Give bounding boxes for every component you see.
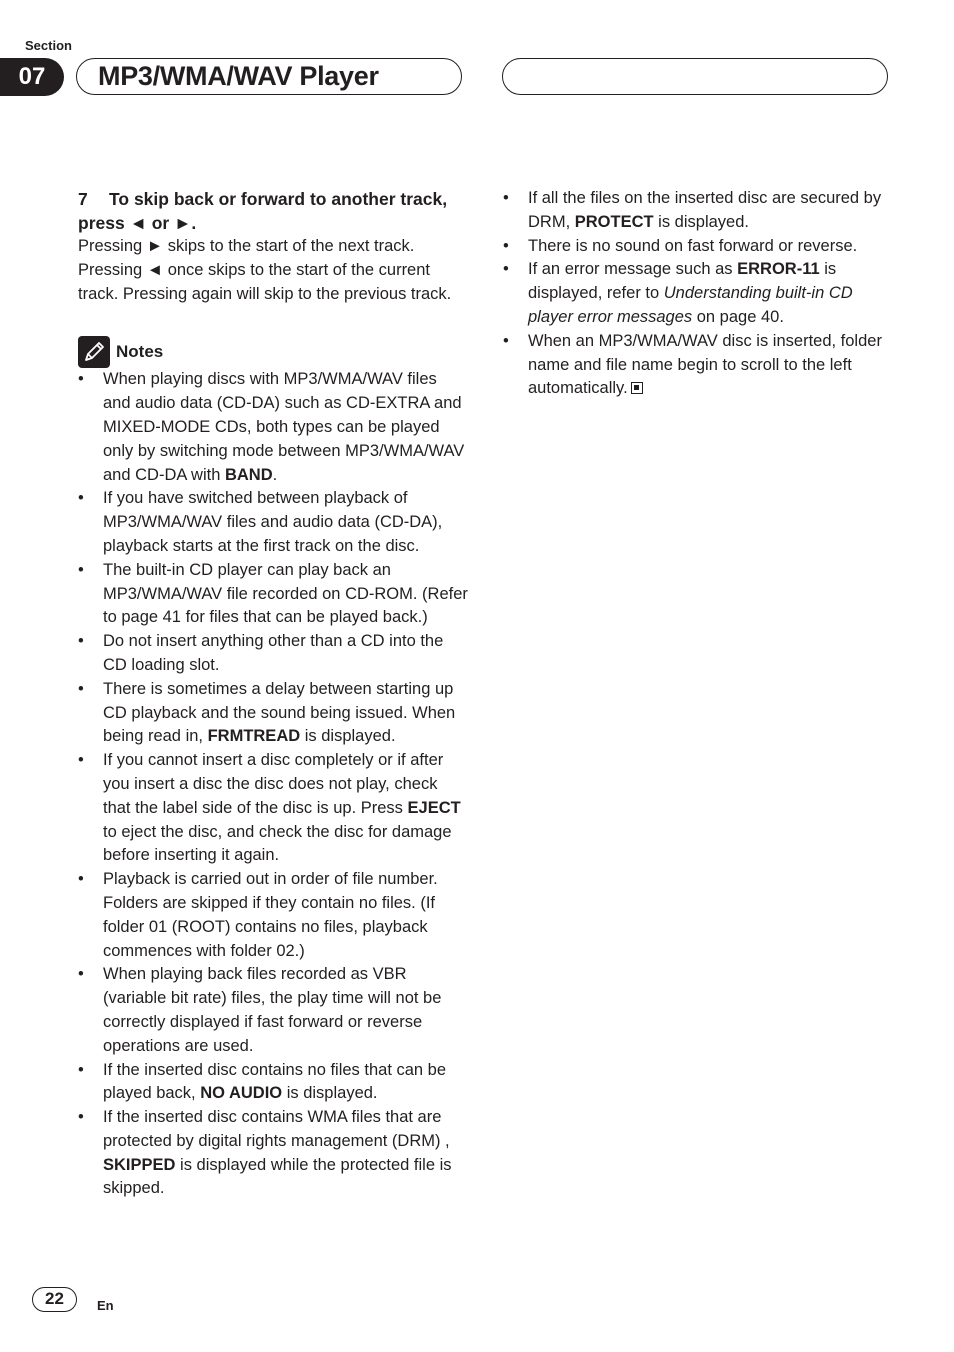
pencil-icon <box>78 336 110 368</box>
step-number: 7 <box>78 189 88 209</box>
page-title: MP3/WMA/WAV Player <box>98 61 379 91</box>
list-item: • Playback is carried out in order of file number. Folders are skipped if they contain no files. (If folder 01 (ROOT) contains no files, playback commences with folder 02.) <box>78 868 468 963</box>
list-item: • If you have switched between playback of MP3/WMA/WAV files and audio data (CD-DA), playback starts at the first track on the disc. <box>78 487 468 558</box>
right-column <box>503 187 889 401</box>
step-heading <box>78 187 468 235</box>
step-heading-text: To skip back or forward to another track, press ◄ or ►. <box>78 189 448 233</box>
left-column <box>78 187 468 1201</box>
list-item: • If the inserted disc contains no files that can be played back, NO AUDIO is displayed. <box>78 1059 468 1107</box>
list-item: • If you cannot insert a disc completely or if after you insert a disc the disc does not play, check that the label side of the disc is up. Press EJECT to eject the disc, and check the disc for damage before inserting it again. <box>78 749 468 868</box>
list-item: • Do not insert anything other than a CD into the CD loading slot. <box>78 630 468 678</box>
list-item: • If all the files on the inserted disc are secured by DRM, PROTECT is displayed. <box>503 187 889 235</box>
notes-list-continued <box>503 187 889 401</box>
section-label: Section <box>25 38 72 53</box>
list-item: • When playing discs with MP3/WMA/WAV files and audio data (CD-DA) such as CD-EXTRA and MIXED-MODE CDs, both types can be played only by switching mode between MP3/WMA/WAV and CD-DA with BAND. <box>78 368 468 487</box>
notes-list <box>78 368 468 1201</box>
language-code: En <box>97 1298 114 1313</box>
end-of-section-icon <box>631 382 643 394</box>
list-item: • If an error message such as ERROR-11 is displayed, refer to Understanding built-in CD player error messages on page 40. <box>503 258 889 329</box>
list-item: • When an MP3/WMA/WAV disc is inserted, folder name and file name begin to scroll to the left automatically. <box>503 330 889 401</box>
notes-header <box>78 336 468 368</box>
page-number: 22 <box>32 1287 77 1312</box>
step-body: Pressing ► skips to the start of the next track. Pressing ◄ once skips to the start of the current track. Pressing again will skip to the previous track. <box>78 237 452 303</box>
list-item: • The built-in CD player can play back an MP3/WMA/WAV file recorded on CD-ROM. (Refer to page 41 for files that can be played back.) <box>78 559 468 630</box>
list-item: • When playing back files recorded as VBR (variable bit rate) files, the play time will not be correctly displayed if fast forward or reverse operations are used. <box>78 963 468 1058</box>
notes-heading: Notes <box>116 342 164 362</box>
list-item: • If the inserted disc contains WMA files that are protected by digital rights management (DRM) , SKIPPED is displayed while the protected file is skipped. <box>78 1106 468 1201</box>
section-number-tab: 07 <box>0 58 64 96</box>
header-blank-frame <box>502 58 888 95</box>
list-item: • There is no sound on fast forward or reverse. <box>503 235 889 259</box>
list-item: • There is sometimes a delay between starting up CD playback and the sound being issued. When being read in, FRMTREAD is displayed. <box>78 678 468 749</box>
